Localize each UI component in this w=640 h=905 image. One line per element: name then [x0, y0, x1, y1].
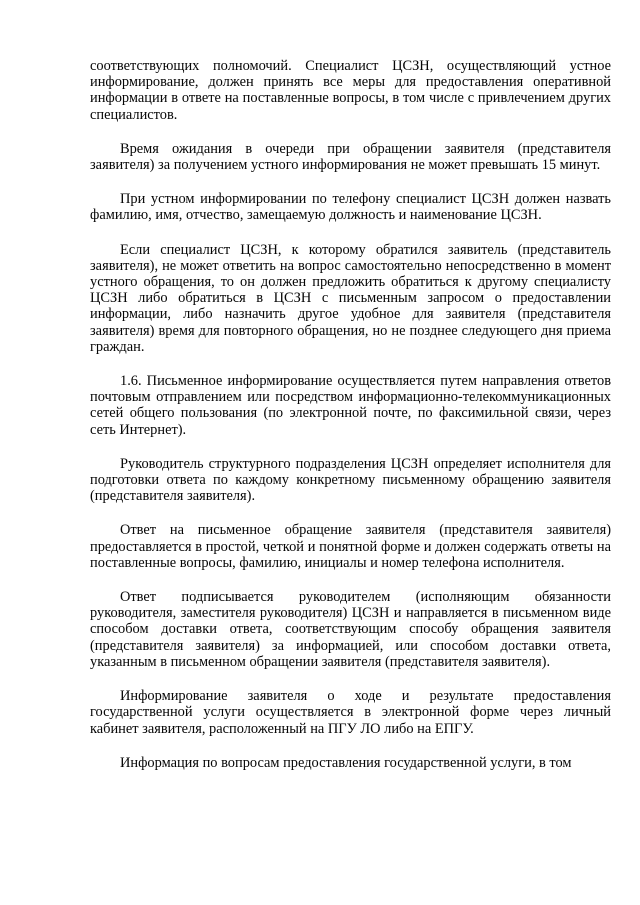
paragraph-executor: Руководитель структурного подразделения ЦСЗН определяет исполнителя для подготовки ответа по каждому конкретному письменному обращению заявителя (представителя заявителя). — [90, 455, 611, 505]
paragraph-electronic-informing: Информирование заявителя о ходе и результате предоставления государственной услуги осуществляется в электронной форме через личный кабинет заявителя, расположенный на ПГУ ЛО либо на ЕПГУ. — [90, 688, 611, 737]
paragraph-answer-form: Ответ на письменное обращение заявителя (представителя заявителя) предоставляется в простой, четкой и понятной форме и должен содержать ответы на поставленные вопросы, фамилию, инициалы и номер телефона исполнителя. — [90, 522, 611, 571]
paragraph-phone-informing: При устном информировании по телефону специалист ЦСЗН должен назвать фамилию, имя, отчество, замещаемую должность и наименование ЦСЗН. — [90, 191, 611, 224]
paragraph-continuation: соответствующих полномочий. Специалист ЦСЗН, осуществляющий устное информирование, должен принять все меры для предоставления оперативной информации в ответе на поставленные вопросы, в том числе с привлечением других специалистов. — [90, 58, 611, 123]
paragraph-waiting-time: Время ожидания в очереди при обращении заявителя (представителя заявителя) за получением устного информирования не может превышать 15 минут. — [90, 140, 611, 174]
paragraph-redirect: Если специалист ЦСЗН, к которому обратился заявитель (представитель заявителя), не может ответить на вопрос самостоятельно непосредственно в момент устного обращения, то он должен предложить обратиться к другому специалисту ЦСЗН либо обратиться в ЦСЗН с письменным запросом о предоставлении информации, либо назначить другое удобное для заявителя (представителя заявителя) время для повторного обращения, но не позднее следующего дня приема граждан. — [90, 241, 611, 355]
paragraph-trailing: Информация по вопросам предоставления государственной услуги, в том — [120, 754, 572, 771]
paragraph-written-informing: 1.6. Письменное информирование осуществляется путем направления ответов почтовым отправлением или посредством информационно-телекоммуникационных сетей общего пользования (по электронной почте, по факсимильной связи, через сеть Интернет). — [90, 373, 611, 438]
document-body — [90, 58, 611, 771]
paragraph-answer-signing: Ответ подписывается руководителем (исполняющим обязанности руководителя, заместителя руководителя) ЦСЗН и направляется в письменном виде способом доставки ответа, соответствующим способу обращения заявителя (представителя заявителя) за информацией, или способом доставки ответа, указанным в письменном обращении заявителя (представителя заявителя). — [90, 589, 611, 670]
